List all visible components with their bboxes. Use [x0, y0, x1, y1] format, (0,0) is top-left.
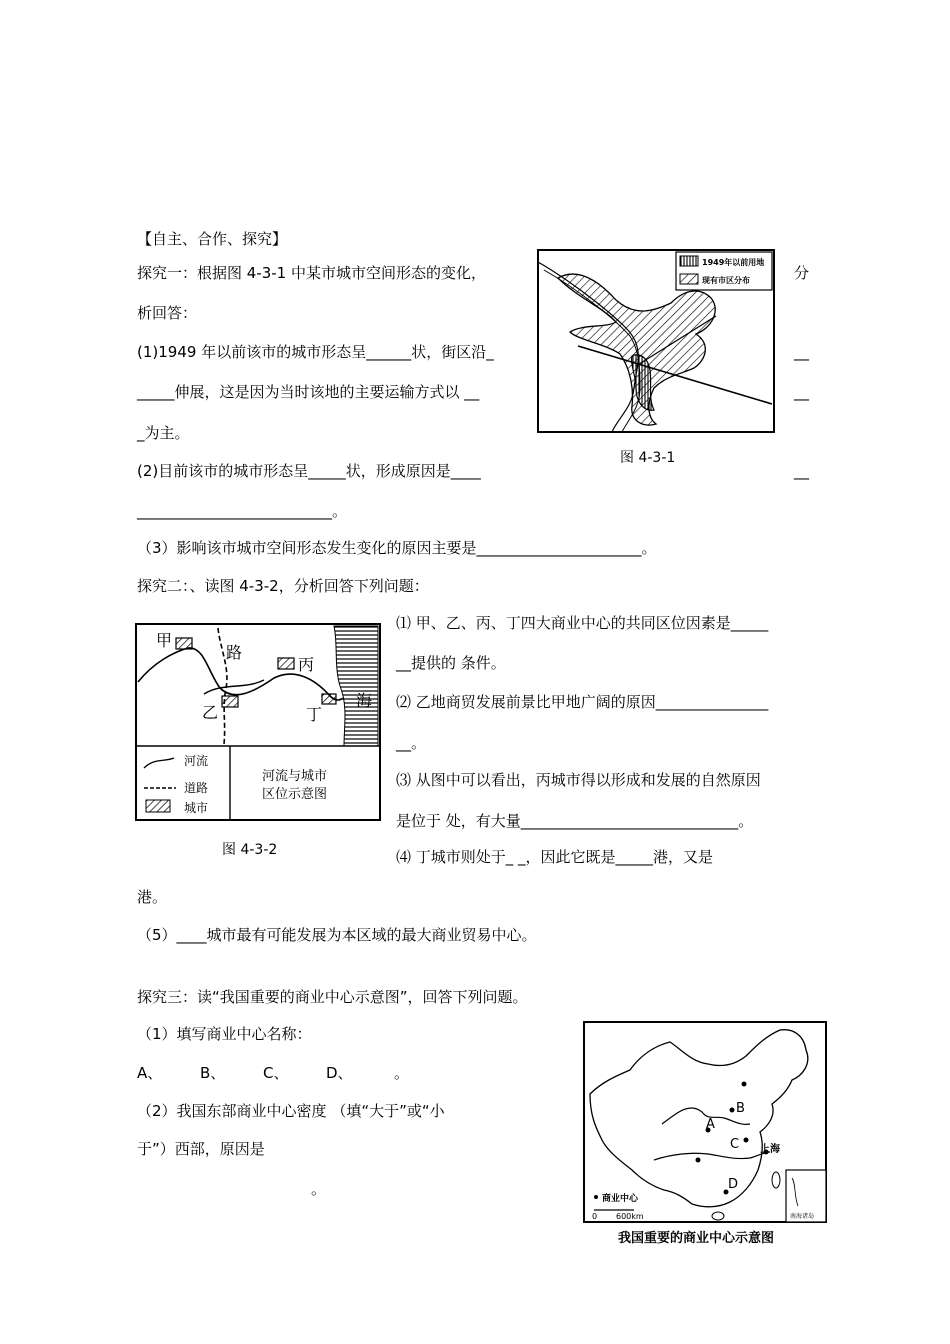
legend-city-swatch: [146, 800, 170, 812]
inquiry3-q2-end: 。: [311, 1180, 327, 1198]
figure-4-3-2-caption: 图 4-3-2: [222, 842, 278, 858]
figure-4-3-2: [134, 622, 384, 862]
label-ding: 丁: [306, 705, 323, 724]
map-label-b: B: [736, 1101, 745, 1116]
legend-pre-1949-label: 1949年以前用地: [702, 258, 765, 267]
map-label-c: C: [730, 1137, 740, 1152]
commerce-center-dot: [730, 1108, 735, 1113]
inquiry2-q1-line2: __提供的 条件。: [396, 654, 506, 672]
legend-city-label: 城市: [184, 801, 209, 815]
inquiry3-q2-line2: 于”）西部，原因是: [137, 1140, 265, 1158]
inquiry2-q4-line1: ⑷ 丁城市则处于_ _，因此它既是_____港，又是: [396, 848, 714, 866]
label-bing: 丙: [298, 655, 315, 674]
map-label-d: D: [728, 1177, 739, 1192]
legend-commerce-dot: [594, 1195, 598, 1199]
map-title-line1: 河流与城市: [262, 769, 328, 784]
commerce-center-dot: [742, 1082, 747, 1087]
inquiry2-q1-line1: ⑴ 甲、乙、丙、丁四大商业中心的共同区位因素是_____: [396, 614, 769, 632]
inquiry3-q2-line1: （2）我国东部商业中心密度 （填“大于”或“小: [137, 1102, 445, 1120]
inset-label: 南海诸岛: [790, 1213, 815, 1220]
legend-road-label: 道路: [184, 781, 209, 795]
legend-current-label: 现有市区分布: [702, 276, 750, 285]
inquiry1-q1-tail2: __: [794, 383, 809, 401]
inquiry1-q2-line2: __________________________。: [137, 502, 348, 520]
inquiry1-q1-line3: _为主。: [137, 424, 190, 442]
legend-commerce-label: 商业中心: [602, 1194, 639, 1204]
taiwan-island: [772, 1172, 780, 1188]
inquiry2-q3-line1: ⑶ 从图中可以看出，丙城市得以形成和发展的自然原因: [396, 771, 761, 789]
city-bing: [278, 658, 294, 669]
china-commerce-map: [582, 1020, 828, 1250]
inquiry3-intro: 探究三：读“我国重要的商业中心示意图”，回答下列问题。: [137, 988, 528, 1006]
map-label-shanghai: 上海: [760, 1144, 780, 1155]
section-heading: 【自主、合作、探究】: [137, 230, 288, 248]
inquiry2-q4-line2: 港。: [137, 888, 168, 906]
inquiry3-answer-c: C、: [263, 1064, 289, 1082]
scale-zero: 0: [592, 1212, 598, 1221]
inquiry2-intro: 探究二：、读图 4-3-2，分析回答下列问题：: [137, 577, 429, 595]
label-yi: 乙: [202, 703, 219, 722]
legend-pre-1949-swatch: [680, 256, 698, 266]
figure-4-3-1-caption: 图 4-3-1: [620, 450, 676, 466]
city-yi: [222, 696, 238, 707]
inquiry1-line1-tail: 分: [794, 264, 810, 282]
inquiry1-q1-tail1: __: [794, 343, 809, 361]
map-title-line2: 区位示意图: [262, 787, 328, 802]
china-map-caption: 我国重要的商业中心示意图: [618, 1231, 775, 1246]
inquiry1-line2: 析回答：: [137, 304, 198, 322]
scale-km: 600km: [616, 1212, 644, 1221]
inquiry1-q2-tail: __: [794, 462, 809, 480]
inquiry1-q2-line1: (2)目前该市的城市形态呈_____状，形成原因是____: [137, 462, 481, 480]
label-jia: 甲: [156, 631, 173, 650]
hainan-island: [712, 1212, 724, 1220]
inquiry1-q3: （3）影响该市城市空间形态发生变化的原因主要是______________________。: [137, 539, 657, 557]
city-ding: [322, 694, 336, 704]
commerce-center-dot: [696, 1158, 701, 1163]
label-sea: 海: [356, 691, 373, 710]
legend-river-label: 河流: [184, 754, 209, 768]
map-label-a: A: [706, 1117, 715, 1132]
inquiry2-q2-line2: __。: [396, 734, 427, 752]
inquiry1-q1-line2: _____伸展，这是因为当时该地的主要运输方式以 __: [137, 383, 480, 401]
figure-4-3-1: [536, 248, 778, 470]
commerce-center-dot: [744, 1138, 749, 1143]
city-jia: [176, 638, 192, 649]
inquiry3-answer-end: 。: [394, 1064, 410, 1082]
legend-current-swatch: [680, 274, 698, 284]
inquiry2-q3-line2: 是位于 处，有大量_____________________________。: [396, 812, 754, 830]
inquiry1-q1-line1: (1)1949 年以前该市的城市形态呈______状，街区沿_: [137, 343, 494, 361]
inquiry3-q1: （1）填写商业中心名称：: [137, 1025, 312, 1043]
inquiry3-answer-d: D、: [326, 1064, 353, 1082]
inquiry3-answer-b: B、: [200, 1064, 226, 1082]
inquiry2-q2-line1: ⑵ 乙地商贸发展前景比甲地广阔的原因_______________: [396, 693, 769, 711]
inquiry3-answer-a: A、: [137, 1064, 163, 1082]
label-road: 路: [226, 643, 243, 662]
inquiry1-line1: 探究一：根据图 4-3-1 中某市城市空间形态的变化，: [137, 264, 486, 282]
inquiry2-q5: （5）____城市最有可能发展为本区域的最大商业贸易中心。: [137, 926, 537, 944]
